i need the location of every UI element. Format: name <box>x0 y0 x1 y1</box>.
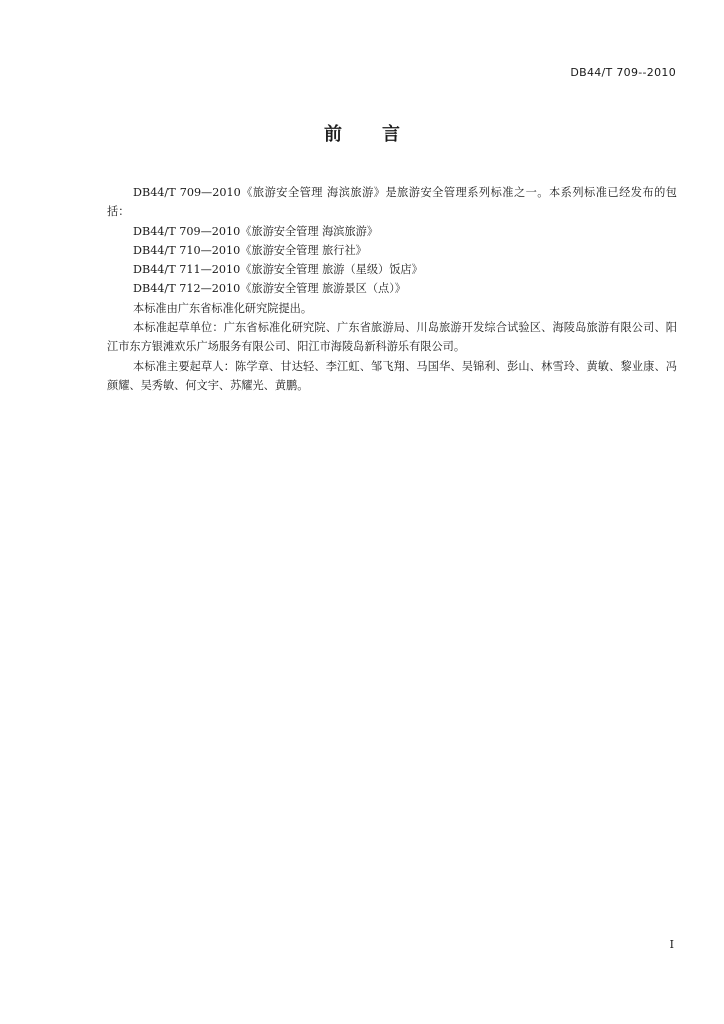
list-item-standard-711: DB44/T 711—2010《旅游安全管理 旅游（星级）饭店》 <box>133 263 423 277</box>
page-title: 前言 <box>324 124 440 145</box>
document-code: DB44/T 709--2010 <box>570 66 676 79</box>
page-number: I <box>669 938 674 951</box>
paragraph-intro: DB44/T 709—2010《旅游安全管理 海滨旅游》是旅游安全管理系列标准之一。本系列标准已经发布的包括： <box>107 186 677 219</box>
paragraph-drafters: 本标准主要起草人：陈学章、甘达轻、李江虹、邹飞翔、马国华、吴锦利、彭山、林雪玲、黄敏、黎业康、冯颜耀、吴秀敏、何文宇、苏耀光、黄鹏。 <box>107 359 677 392</box>
list-item-standard-710: DB44/T 710—2010《旅游安全管理 旅行社》 <box>133 243 367 257</box>
paragraph-proposer: 本标准由广东省标准化研究院提出。 <box>133 301 313 315</box>
list-item-standard-709: DB44/T 709—2010《旅游安全管理 海滨旅游》 <box>133 224 379 238</box>
foreword-body <box>107 183 677 395</box>
list-item-standard-712: DB44/T 712—2010《旅游安全管理 旅游景区（点）》 <box>133 282 406 296</box>
paragraph-drafting-units: 本标准起草单位：广东省标准化研究院、广东省旅游局、川岛旅游开发综合试验区、海陵岛旅游有限公司、阳江市东方银滩欢乐广场服务有限公司、阳江市海陵岛新科游乐有限公司。 <box>107 321 677 354</box>
